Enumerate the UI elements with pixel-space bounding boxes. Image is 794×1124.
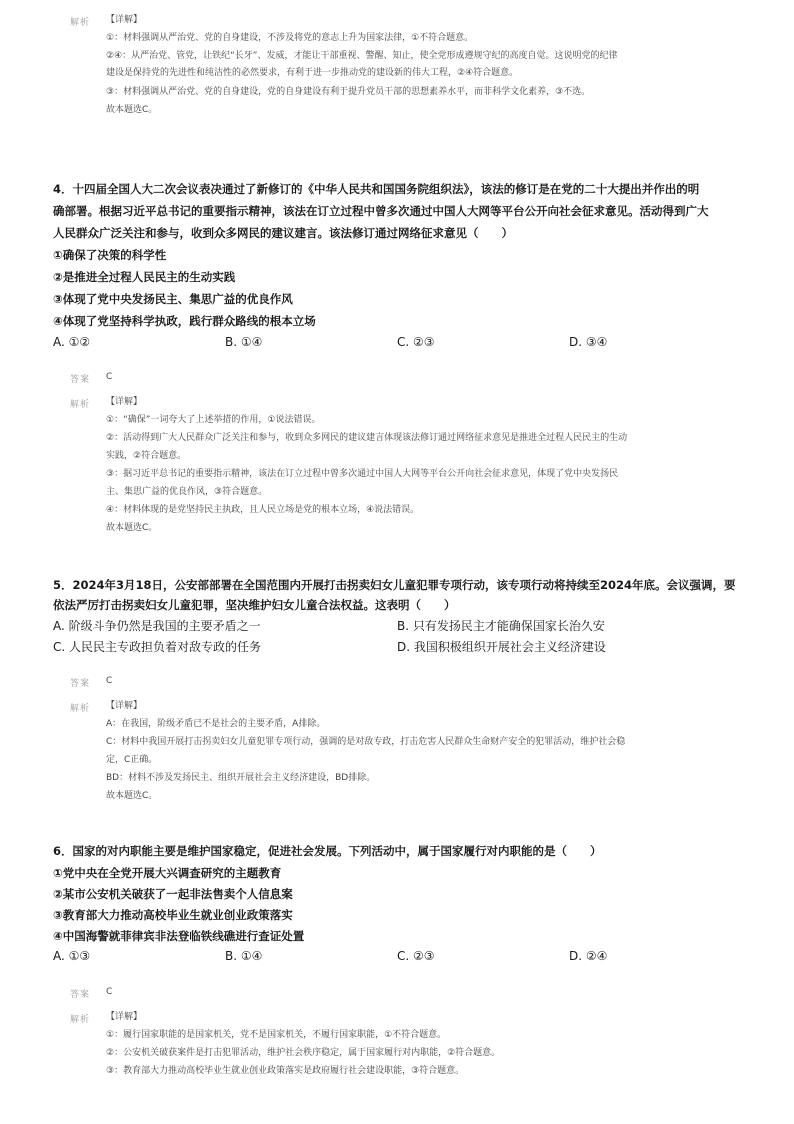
option-d[interactable]: D. 我国积极组织开展社会主义经济建设 xyxy=(397,640,606,654)
analysis-label: 解析 xyxy=(70,400,91,410)
analysis-line: BD：材料不涉及发扬民主、组织开展社会主义经济建设，BD排除。 xyxy=(106,773,376,783)
analysis-line: 故本题选C。 xyxy=(106,523,158,533)
analysis-line: 【详解】 xyxy=(106,15,143,25)
question-stem-line: 6．国家的对内职能主要是维护国家稳定，促进社会发展。下列活动中，属于国家履行对内职能的是（ ） xyxy=(53,844,602,858)
option-c[interactable]: C. 人民民主专政担负着对敌专政的任务 xyxy=(53,640,262,654)
option-b[interactable]: B. ①④ xyxy=(225,949,263,963)
analysis-line: 主、集思广益的优良作风，③符合题意。 xyxy=(106,487,268,497)
analysis-line: ③：材料强调从严治党、党的自身建设，党的自身建设有利于提升党员干部的思想素养水平，而非科学文化素养，③不选。 xyxy=(106,87,591,97)
analysis-line: 定，C正确。 xyxy=(106,755,158,765)
option-a[interactable]: A. 阶级斗争仍然是我国的主要矛盾之一 xyxy=(53,619,261,633)
answer-value: C xyxy=(106,676,113,686)
analysis-line: A：在我国，阶级矛盾已不是社会的主要矛盾，A排除。 xyxy=(106,719,326,729)
analysis-line: 故本题选C。 xyxy=(106,105,158,115)
option-c[interactable]: C. ②③ xyxy=(397,949,435,963)
question-stem-line: 5．2024年3月18日，公安部部署在全国范围内开展打击拐卖妇女儿童犯罪专项行动，该专项行动将持续至2024年底。会议强调，要 xyxy=(53,578,736,592)
analysis-line: ②：公安机关破获案件是打击犯罪活动，维护社会秩序稳定，属于国家履行对内职能，②符合题意。 xyxy=(106,1048,501,1058)
option-b[interactable]: B. 只有发扬民主才能确保国家长治久安 xyxy=(397,619,605,633)
analysis-line: ③：据习近平总书记的重要指示精神，该法在订立过程中曾多次通过中国人大网等平台公开向社会征求意见，体现了党中央发扬民 xyxy=(106,469,619,479)
analysis-line: ②④：从严治党、管党，让铁纪“长牙”、发威，才能让干部重视、警醒、知止，使全党形成遵规守纪的高度自觉。这说明党的纪律 xyxy=(106,51,618,61)
analysis-label: 解析 xyxy=(70,18,91,28)
option-c[interactable]: C. ②③ xyxy=(397,335,435,349)
analysis-line: ③：教育部大力推动高校毕业生就业创业政策落实是政府履行社会建设职能，③符合题意。 xyxy=(106,1066,465,1076)
analysis-line: ②：活动得到广大人民群众广泛关注和参与，收到众多网民的建议建言体现该法修订通过网络征求意见是推进全过程人民民主的生动 xyxy=(106,433,628,443)
question-statement: ④中国海警就菲律宾非法登临铁线礁进行查证处置 xyxy=(53,929,305,943)
analysis-line: 【详解】 xyxy=(106,701,143,711)
analysis-line: ①：材料强调从严治党、党的自身建设，不涉及将党的意志上升为国家法律，①不符合题意。 xyxy=(106,33,474,43)
analysis-line: 【详解】 xyxy=(106,397,143,407)
question-statement: ①党中央在全党开展大兴调查研究的主题教育 xyxy=(53,866,282,880)
analysis-label: 解析 xyxy=(70,704,91,714)
answer-value: C xyxy=(106,987,113,997)
question-stem-line: 确部署。根据习近平总书记的重要指示精神，该法在订立过程中曾多次通过中国人大网等平台公开向社会征求意见。活动得到广大 xyxy=(53,204,709,218)
analysis-line: ①：履行国家职能的是国家机关，党不是国家机关，不履行国家职能，①不符合题意。 xyxy=(106,1030,447,1040)
question-statement: ②是推进全过程人民民主的生动实践 xyxy=(53,270,236,284)
question-statement: ①确保了决策的科学性 xyxy=(53,248,167,262)
question-statement: ④体现了党坚持科学执政，践行群众路线的根本立场 xyxy=(53,314,316,328)
question-stem-line: 依法严厉打击拐卖妇女儿童犯罪，坚决维护妇女儿童合法权益。这表明（ ） xyxy=(53,598,456,612)
answer-value: C xyxy=(106,372,113,382)
analysis-label: 解析 xyxy=(70,1015,91,1025)
question-statement: ②某市公安机关破获了一起非法售卖个人信息案 xyxy=(53,887,293,901)
analysis-line: 【详解】 xyxy=(106,1012,143,1022)
option-b[interactable]: B. ①④ xyxy=(225,335,263,349)
analysis-line: 建设是保持党的先进性和纯洁性的必然要求，有利于进一步推动党的建设新的伟大工程，②④符合题意。 xyxy=(106,68,519,78)
answer-label: 答案 xyxy=(70,679,91,689)
analysis-line: 故本题选C。 xyxy=(106,791,158,801)
analysis-line: ④：材料体现的是党坚持民主执政，且人民立场是党的根本立场，④说法错误。 xyxy=(106,505,420,515)
analysis-line: ①：“确保”一词夸大了上述举措的作用，①说法错误。 xyxy=(106,415,321,425)
question-statement: ③体现了党中央发扬民主、集思广益的优良作风 xyxy=(53,292,293,306)
question-stem-line: 人民群众广泛关注和参与，收到众多网民的建议建言。该法修订通过网络征求意见（ ） xyxy=(53,226,513,240)
option-a[interactable]: A. ①② xyxy=(53,335,91,349)
answer-label: 答案 xyxy=(70,375,91,385)
option-d[interactable]: D. ②④ xyxy=(569,949,608,963)
analysis-line: 实践，②符合题意。 xyxy=(106,451,187,461)
question-stem-line: 4．十四届全国人大二次会议表决通过了新修订的《中华人民共和国国务院组织法》，该法的修订是在党的二十大提出并作出的明 xyxy=(53,182,700,196)
option-d[interactable]: D. ③④ xyxy=(569,335,608,349)
question-statement: ③教育部大力推动高校毕业生就业创业政策落实 xyxy=(53,908,293,922)
answer-label: 答案 xyxy=(70,990,91,1000)
option-a[interactable]: A. ①③ xyxy=(53,949,91,963)
analysis-line: C：材料中我国开展打击拐卖妇女儿童犯罪专项行动，强调的是对敌专政，打击危害人民群众生命财产安全的犯罪活动，维护社会稳 xyxy=(106,737,626,747)
